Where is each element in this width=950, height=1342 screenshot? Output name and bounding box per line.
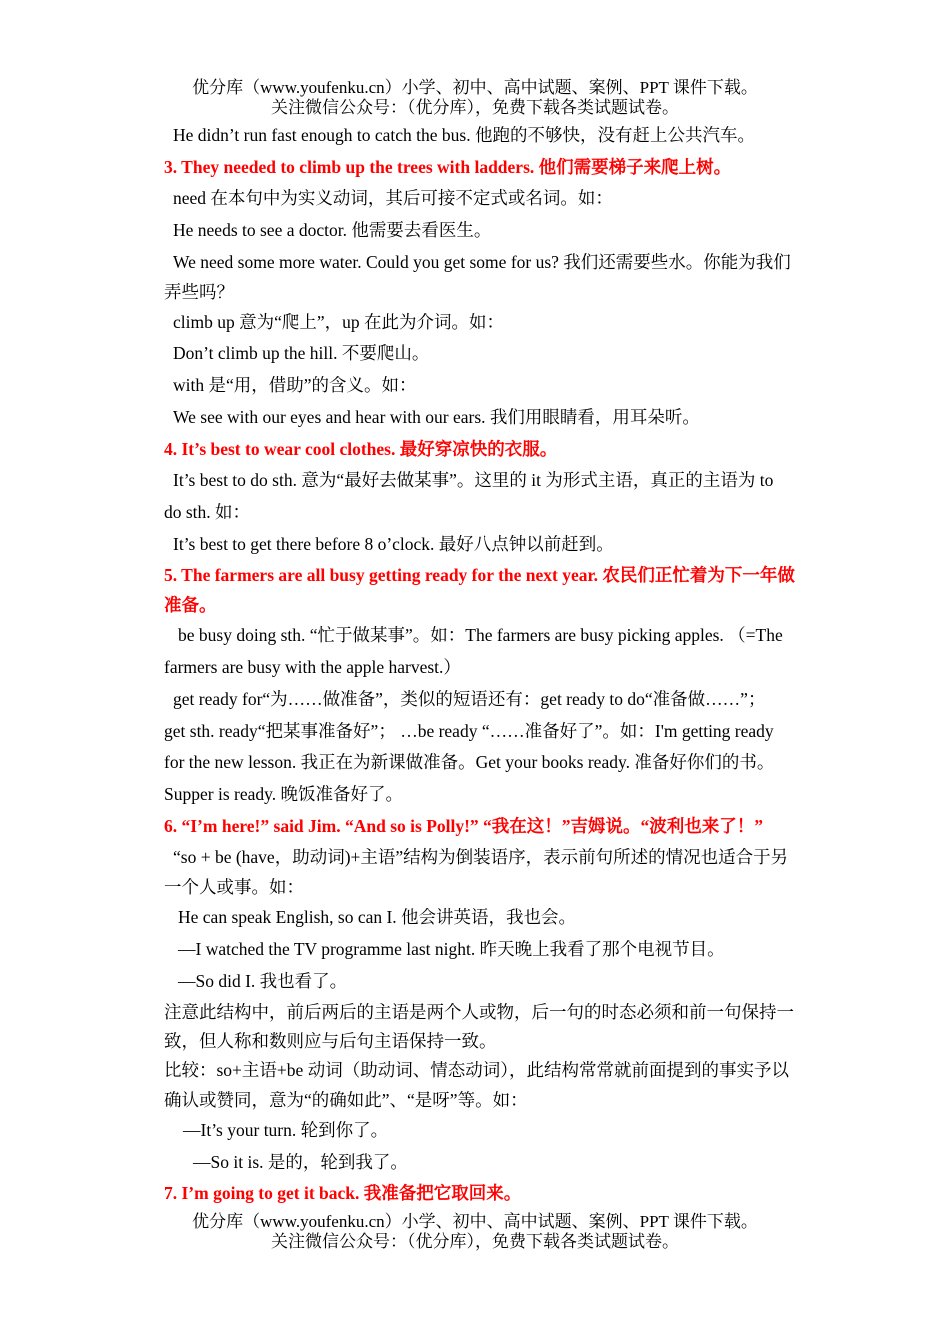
header-line-1: 优分库（www.youfenku.cn）小学、初中、高中试题、案例、PPT 课件下载。	[192, 78, 758, 97]
text-line: 确认或赞同，意为“的确如此”、“是呀”等。如：	[164, 1090, 528, 1110]
text-line: 一个人或事。如：	[164, 877, 304, 897]
text-line: It’s best to get there before 8 o’clock. 最好八点钟以前赶到。	[173, 534, 614, 554]
text-line: 比较：so+主语+be 动词（助动词、情态动词），此结构常常就前面提到的事实予以	[164, 1060, 789, 1080]
section-heading-3: 3. They needed to climb up the trees with ladders. 他们需要梯子来爬上树。	[164, 157, 732, 177]
section-heading-5: 5. The farmers are all busy getting ready for the next year. 农民们正忙着为下一年做	[164, 565, 795, 585]
text-line: 致，但人称和数则应与后句主语保持一致。	[164, 1031, 497, 1051]
text-line: “so + be (have，助动词)+主语”结构为倒装语序，表示前句所述的情况也适合于另	[173, 847, 789, 867]
section-heading-6: 6. “I’m here!” said Jim. “And so is Polly!” “我在这！”吉姆说。“波利也来了！”	[164, 816, 764, 836]
text-line: He needs to see a doctor. 他需要去看医生。	[173, 220, 492, 240]
text-line: 弄些吗？	[164, 282, 234, 302]
text-line: We need some more water. Could you get some for us? 我们还需要些水。你能为我们	[173, 252, 791, 272]
section-heading-5-cont: 准备。	[164, 595, 217, 615]
text-line: be busy doing sth. “忙于做某事”。如：The farmers are busy picking apples. （=The	[178, 625, 783, 645]
text-line: Don’t climb up the hill. 不要爬山。	[173, 343, 430, 363]
section-heading-7: 7. I’m going to get it back. 我准备把它取回来。	[164, 1183, 522, 1203]
text-line: do sth. 如：	[164, 502, 251, 522]
text-line: need 在本句中为实义动词，其后可接不定式或名词。如：	[173, 188, 613, 208]
text-line: —So did I. 我也看了。	[178, 971, 348, 991]
text-line: —I watched the TV programme last night. 昨天晚上我看了那个电视节目。	[178, 939, 725, 959]
footer-line-2: 关注微信公众号：（优分库），免费下载各类试题试卷。	[271, 1232, 679, 1251]
text-line: with 是“用，借助”的含义。如：	[173, 375, 417, 395]
text-line: for the new lesson. 我正在为新课做准备。Get your books ready. 准备好你们的书。	[164, 752, 775, 772]
text-line: Supper is ready. 晚饭准备好了。	[164, 784, 403, 804]
text-line: He didn’t run fast enough to catch the bus. 他跑的不够快，没有赶上公共汽车。	[173, 125, 755, 145]
text-line: We see with our eyes and hear with our ears. 我们用眼睛看，用耳朵听。	[173, 407, 700, 427]
text-line: He can speak English, so can I. 他会讲英语，我也会。	[178, 907, 577, 927]
header-line-2: 关注微信公众号：（优分库），免费下载各类试题试卷。	[271, 98, 679, 117]
text-line: get sth. ready“把某事准备好”； …be ready “……准备好了”。如：I'm getting ready	[164, 721, 774, 741]
text-line: —So it is. 是的，轮到我了。	[193, 1152, 408, 1172]
text-line: climb up 意为“爬上”，up 在此为介词。如：	[173, 312, 505, 332]
text-line: It’s best to do sth. 意为“最好去做某事”。这里的 it 为形式主语，真正的主语为 to	[173, 470, 774, 490]
text-line: farmers are busy with the apple harvest.）	[164, 657, 461, 677]
text-line: 注意此结构中，前后两后的主语是两个人或物，后一句的时态必须和前一句保持一	[164, 1002, 794, 1022]
text-line: —It’s your turn. 轮到你了。	[183, 1120, 389, 1140]
footer-line-1: 优分库（www.youfenku.cn）小学、初中、高中试题、案例、PPT 课件下载。	[192, 1212, 758, 1231]
section-heading-4: 4. It’s best to wear cool clothes. 最好穿凉快的衣服。	[164, 439, 558, 459]
text-line: get ready for“为……做准备”，类似的短语还有：get ready to do“准备做……”；	[173, 689, 766, 709]
